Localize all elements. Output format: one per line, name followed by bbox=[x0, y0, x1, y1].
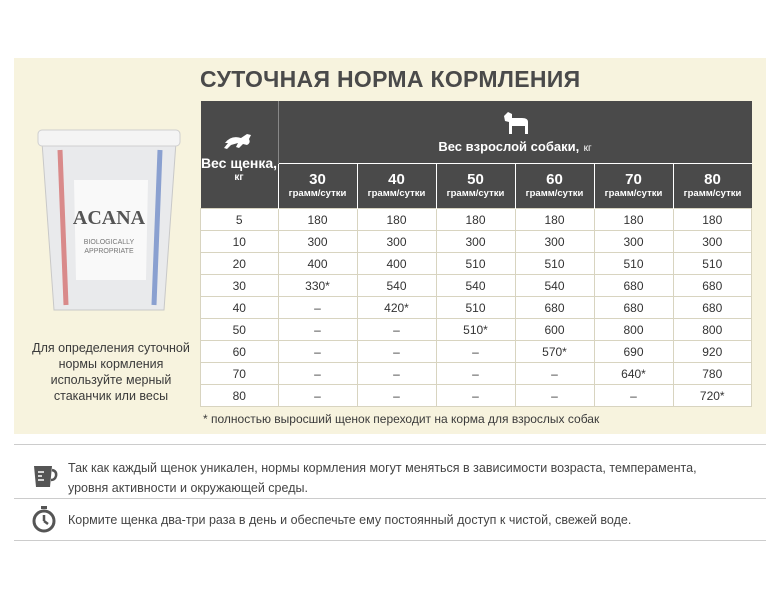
ration-cell: – bbox=[357, 385, 436, 407]
cup-text-1: BIOLOGICALLY bbox=[83, 239, 135, 246]
divider bbox=[14, 498, 766, 499]
ration-cell: 680 bbox=[594, 275, 673, 297]
ration-cell: – bbox=[278, 385, 357, 407]
ration-cell: 300 bbox=[357, 231, 436, 253]
column-weight: 60 bbox=[546, 171, 563, 188]
column-weight: 80 bbox=[704, 171, 721, 188]
feeding-table bbox=[200, 101, 752, 407]
ration-cell: 680 bbox=[515, 297, 594, 319]
column-weight: 70 bbox=[625, 171, 642, 188]
puppy-weight-unit: кг bbox=[234, 172, 244, 183]
ration-cell: 180 bbox=[673, 209, 752, 231]
ration-cell: 600 bbox=[515, 319, 594, 341]
ration-cell: 330* bbox=[278, 275, 357, 297]
ration-cell: – bbox=[594, 385, 673, 407]
ration-cell: – bbox=[357, 319, 436, 341]
table-row bbox=[201, 253, 752, 275]
puppy-weight-cell: 80 bbox=[201, 385, 279, 407]
ration-cell: 800 bbox=[673, 319, 752, 341]
table-row bbox=[201, 341, 752, 363]
ration-cell: 300 bbox=[515, 231, 594, 253]
ration-cell: – bbox=[436, 385, 515, 407]
ration-cell: 540 bbox=[436, 275, 515, 297]
ration-cell: – bbox=[278, 363, 357, 385]
column-header bbox=[278, 164, 357, 209]
ration-cell: 690 bbox=[594, 341, 673, 363]
page-title: СУТОЧНАЯ НОРМА КОРМЛЕНИЯ bbox=[200, 66, 581, 92]
column-weight: 40 bbox=[388, 171, 405, 188]
table-row bbox=[201, 231, 752, 253]
column-header bbox=[357, 164, 436, 209]
ration-cell: 720* bbox=[673, 385, 752, 407]
cup-text-2: APPROPRIATE bbox=[84, 248, 134, 255]
footnote: * полностью выросший щенок переходит на корма для взрослых собак bbox=[203, 412, 600, 426]
column-weight: 50 bbox=[467, 171, 484, 188]
ration-cell: 510* bbox=[436, 319, 515, 341]
column-header bbox=[436, 164, 515, 209]
puppy-weight-cell: 10 bbox=[201, 231, 279, 253]
puppy-weight-cell: 40 bbox=[201, 297, 279, 319]
ration-cell: – bbox=[515, 385, 594, 407]
puppy-icon bbox=[221, 129, 257, 151]
ration-cell: – bbox=[436, 363, 515, 385]
ration-cell: 300 bbox=[436, 231, 515, 253]
ration-cell: 570* bbox=[515, 341, 594, 363]
puppy-weight-header bbox=[201, 101, 279, 209]
tip-2-line-1: Кормите щенка два-три раза в день и обеспечьте ему постоянный доступ к чистой, свежей воде. bbox=[68, 513, 632, 527]
table-row bbox=[201, 297, 752, 319]
measuring-cup-image bbox=[36, 120, 182, 316]
ration-cell: 510 bbox=[436, 297, 515, 319]
tip-2 bbox=[68, 510, 631, 530]
ration-cell: 180 bbox=[278, 209, 357, 231]
ration-cell: – bbox=[357, 341, 436, 363]
puppy-weight-cell: 60 bbox=[201, 341, 279, 363]
ration-cell: – bbox=[515, 363, 594, 385]
puppy-weight-label: Вес щенка, bbox=[200, 155, 278, 171]
ration-cell: 300 bbox=[673, 231, 752, 253]
divider bbox=[14, 444, 766, 445]
ration-cell: 640* bbox=[594, 363, 673, 385]
ration-cell: 180 bbox=[436, 209, 515, 231]
cup-brand-text: ACANA bbox=[72, 207, 146, 229]
ration-cell: 780 bbox=[673, 363, 752, 385]
table-row bbox=[201, 385, 752, 407]
measure-note: Для определения суточной нормы кормления используйте мерный стаканчик или весы bbox=[32, 341, 190, 403]
puppy-weight-cell: 70 bbox=[201, 363, 279, 385]
tip-1-line-1: Так как каждый щенок уникален, нормы кормления могут меняться в зависимости возраста, темперамента, bbox=[68, 461, 697, 475]
dog-icon bbox=[498, 108, 532, 136]
ration-cell: 510 bbox=[594, 253, 673, 275]
ration-cell: – bbox=[436, 341, 515, 363]
ration-cell: 920 bbox=[673, 341, 752, 363]
ration-cell: 680 bbox=[594, 297, 673, 319]
divider bbox=[14, 540, 766, 541]
ration-cell: 420* bbox=[357, 297, 436, 319]
ration-cell: 800 bbox=[594, 319, 673, 341]
ration-cell: – bbox=[278, 297, 357, 319]
ration-cell: 540 bbox=[515, 275, 594, 297]
adult-weight-header bbox=[278, 101, 752, 164]
adult-weight-unit: кг bbox=[583, 143, 592, 154]
ration-cell: – bbox=[278, 319, 357, 341]
ration-cell: 510 bbox=[515, 253, 594, 275]
ration-cell: 180 bbox=[515, 209, 594, 231]
ration-cell: 300 bbox=[278, 231, 357, 253]
column-header bbox=[673, 164, 752, 209]
puppy-weight-cell: 20 bbox=[201, 253, 279, 275]
column-weight: 30 bbox=[309, 171, 326, 188]
puppy-weight-cell: 30 bbox=[201, 275, 279, 297]
table-row bbox=[201, 209, 752, 231]
table-body bbox=[201, 209, 752, 407]
table-row bbox=[201, 363, 752, 385]
column-unit: грамм/сутки bbox=[525, 188, 584, 199]
column-unit: грамм/сутки bbox=[604, 188, 663, 199]
column-header bbox=[594, 164, 673, 209]
adult-weight-label: Вес взрослой собаки, bbox=[438, 139, 580, 154]
ration-cell: 300 bbox=[594, 231, 673, 253]
ration-cell: 510 bbox=[673, 253, 752, 275]
ration-cell: 180 bbox=[357, 209, 436, 231]
table-row bbox=[201, 275, 752, 297]
ration-cell: – bbox=[357, 363, 436, 385]
ration-cell: – bbox=[278, 341, 357, 363]
column-unit: грамм/сутки bbox=[683, 188, 742, 199]
ration-cell: 510 bbox=[436, 253, 515, 275]
tip-1-line-2: уровня активности и окружающей среды. bbox=[68, 481, 308, 495]
stopwatch-icon bbox=[30, 505, 58, 533]
ration-cell: 400 bbox=[278, 253, 357, 275]
ration-cell: 400 bbox=[357, 253, 436, 275]
measuring-cup-icon bbox=[30, 462, 58, 490]
column-unit: грамм/сутки bbox=[367, 188, 426, 199]
ration-cell: 680 bbox=[673, 297, 752, 319]
puppy-weight-cell: 5 bbox=[201, 209, 279, 231]
puppy-weight-cell: 50 bbox=[201, 319, 279, 341]
tip-1 bbox=[68, 458, 697, 498]
ration-cell: 180 bbox=[594, 209, 673, 231]
ration-cell: 540 bbox=[357, 275, 436, 297]
column-unit: грамм/сутки bbox=[446, 188, 505, 199]
ration-cell: 680 bbox=[673, 275, 752, 297]
table-row bbox=[201, 319, 752, 341]
column-header bbox=[515, 164, 594, 209]
column-unit: грамм/сутки bbox=[288, 188, 347, 199]
